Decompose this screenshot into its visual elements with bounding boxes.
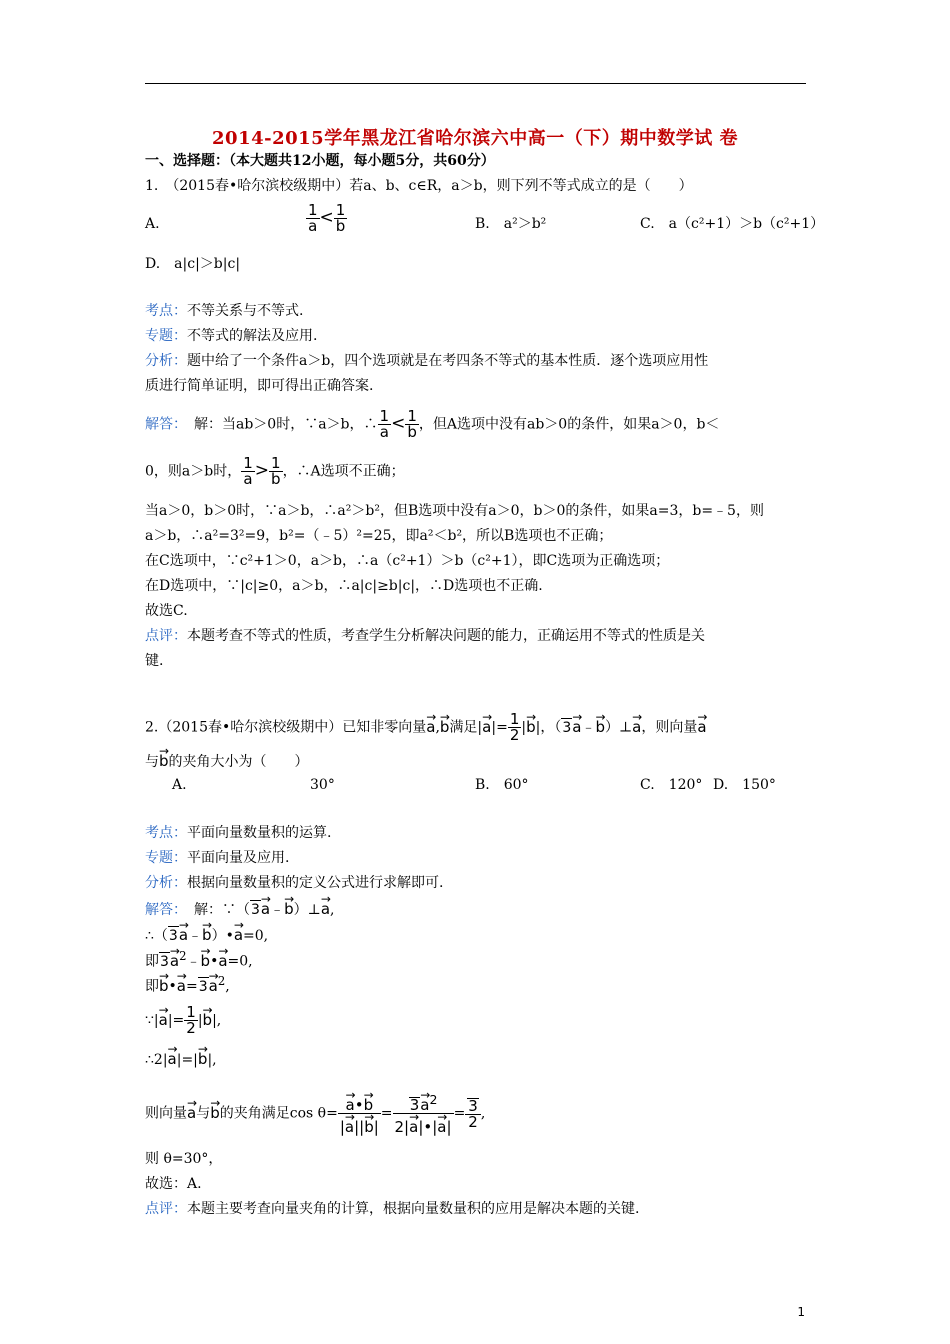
q2-jieda-1: 解答： 解：∵（3→ a﹣→ b）⊥→ a, bbox=[145, 896, 334, 919]
q2-theta: 则 θ=30°， bbox=[145, 1151, 223, 1167]
q2-option-b: B. 60° bbox=[475, 777, 529, 793]
q1-jieda-3: 当a＞0，b＞0时，∵a＞b，∴a²＞b²，但B选项中没有a＞0，b＞0的条件，如果a=3，b=﹣5，则 bbox=[145, 503, 764, 519]
q2-zhuanti: 专题：平面向量及应用. bbox=[145, 850, 290, 866]
q2-kaodian: 考点：平面向量数量积的运算. bbox=[145, 825, 332, 841]
q1-option-a: A. bbox=[145, 216, 160, 232]
q1-jieda-5: 在C选项中，∵c²+1＞0，a＞b，∴a（c²+1）＞b（c²+1），即C选项为正确选项； bbox=[145, 553, 670, 569]
page-number: 1 bbox=[797, 1305, 805, 1319]
q1-fenxi-cont: 质进行简单证明，即可得出正确答案. bbox=[145, 378, 374, 394]
q1-jieda-1: 解答： 解：当ab＞0时，∵a＞b，∴ $\frac{1}{a}$ < $\frac{1}{b}$ ，但A选项中没有ab＞0的条件，如果a＞0，b＜ bbox=[145, 407, 720, 441]
page-title: 2014-2015学年黑龙江省哈尔滨六中高一（下）期中数学试 卷 bbox=[212, 128, 738, 149]
q2-jieda-2: ∴（3→ a﹣→ b）•→ a=0, bbox=[145, 922, 268, 945]
q1-option-d: D. a|c|＞b|c| bbox=[145, 256, 241, 272]
q2-jieda-7: 则向量→ a与→ b的夹角满足cos θ= → $\frac{a•\to b}{|\to a||\to b|}$ = $\frac{3\to a^2}{2|\to a|•|\to a|}$ = $\frac{3}{2}$ , bbox=[145, 1092, 485, 1135]
section-heading: 一、选择题：（本大题共12小题，每小题5分，共60分） bbox=[145, 153, 495, 169]
q2-fenxi: 分析：根据向量数量积的定义公式进行求解即可. bbox=[145, 875, 444, 891]
header-rule bbox=[145, 83, 806, 84]
q1-jieda-7: 故选C. bbox=[145, 603, 188, 619]
q1-jieda-4: a＞b，∴a²=3²=9，b²=（﹣5）²=25，即a²＜b²，所以B选项也不正确； bbox=[145, 528, 613, 544]
q1-dianping: 点评：本题考查不等式的性质，考查学生分析解决问题的能力，正确运用不等式的性质是关 bbox=[145, 628, 705, 644]
q2-jieda-6: ∴2|→ a|=|→ b|, bbox=[145, 1046, 217, 1069]
q1-zhuanti: 专题：不等式的解法及应用. bbox=[145, 328, 318, 344]
q2-stem-cont: 与→ b的夹角大小为（ ） bbox=[145, 748, 309, 771]
q1-fenxi: 分析：题中给了一个条件a＞b，四个选项就是在考四条不等式的基本性质．逐个选项应用性 bbox=[145, 353, 709, 369]
q2-choose: 故选：A. bbox=[145, 1176, 202, 1192]
q1-jieda-6: 在D选项中，∵|c|≥0，a＞b，∴a|c|≥b|c|，∴D选项也不正确. bbox=[145, 578, 543, 594]
q2-option-c: C. 120° bbox=[640, 777, 703, 793]
q2-option-a: A. bbox=[172, 777, 187, 793]
q1-kaodian: 考点：不等关系与不等式. bbox=[145, 303, 304, 319]
q1-option-c: C. a（c²+1）＞b（c²+1） bbox=[640, 216, 825, 232]
q2-option-a-value: 30° bbox=[310, 777, 335, 793]
q1-dianping-cont: 键. bbox=[145, 653, 164, 669]
q2-jieda-3: 即$3\to a^2﹣\to$ b•→ a=0, bbox=[145, 947, 253, 971]
q2-dianping: 点评：本题主要考查向量夹角的计算，根据向量数量积的应用是解决本题的关键. bbox=[145, 1201, 640, 1217]
q2-stem: 2.（2015春•哈尔滨校级期中）已知非零向量→ a,→ b满足|→ a|= $\frac{1}{2}$ |→ b|，（3→ a﹣→ b）⊥→ a，则向量→ a bbox=[145, 712, 707, 743]
q1-option-b: B. a²＞b² bbox=[475, 216, 547, 232]
q2-option-d: D. 150° bbox=[713, 777, 776, 793]
q1-jieda-2: 0，则a＞b时， $\frac{1}{a}$ > $\frac{1}{b}$ ，∴A选项不正确； bbox=[145, 454, 405, 488]
q1-option-a-formula: $\frac{1}{a}$ < $\frac{1}{b}$ bbox=[308, 201, 346, 235]
q2-jieda-5: ∵|→ a|= $\frac{1}{2}$ |→ b|, bbox=[145, 1005, 221, 1036]
q1-stem: 1. （2015春•哈尔滨校级期中）若a、b、c∈R，a＞b，则下列不等式成立的是（ ） bbox=[145, 178, 693, 194]
q2-jieda-4: 即→ b•→ $a=3\to a^2$, bbox=[145, 972, 230, 996]
